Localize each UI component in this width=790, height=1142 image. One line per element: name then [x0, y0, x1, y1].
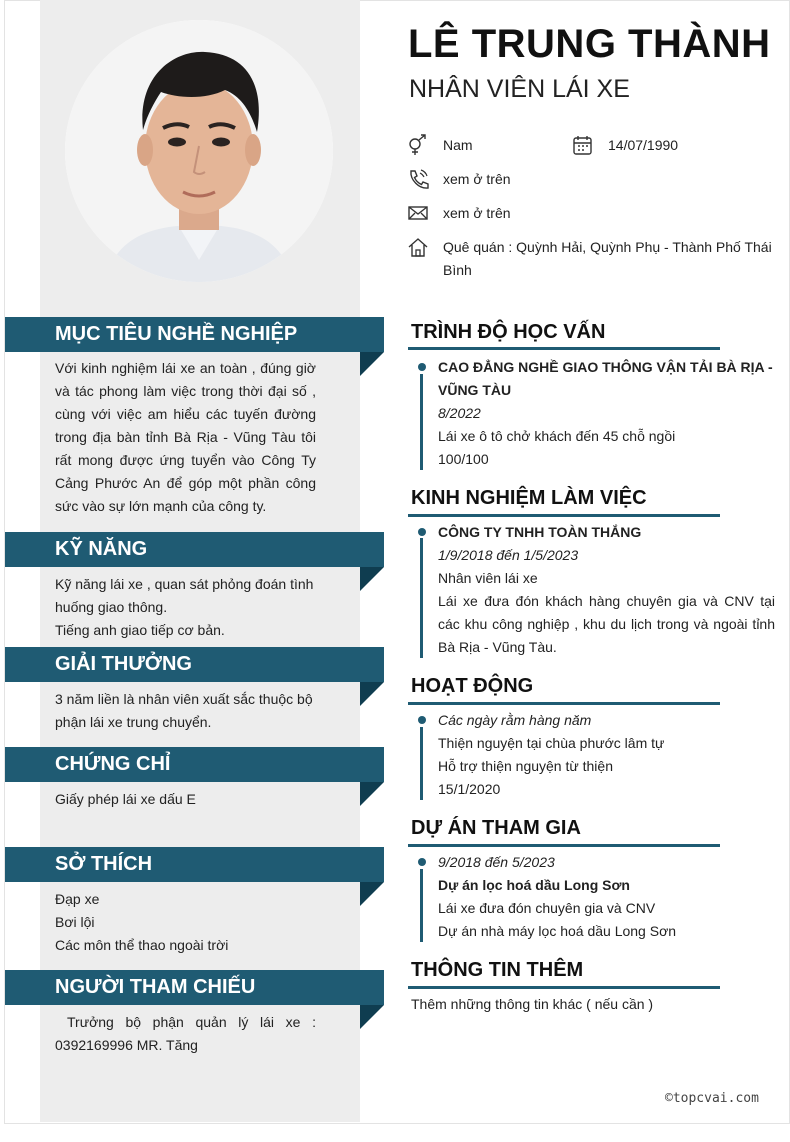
- ribbon-fold: [360, 882, 384, 906]
- work-position: Nhân viên lái xe: [438, 570, 538, 586]
- job-title: NHÂN VIÊN LÁI XE: [409, 75, 630, 103]
- objective-heading: MỤC TIÊU NGHỀ NGHIỆP: [5, 317, 384, 352]
- mail-icon: [407, 202, 429, 224]
- references-text: Trưởng bộ phận quản lý lái xe : 0392169996 MR. Tăng: [55, 1014, 316, 1053]
- skills-heading: KỸ NĂNG: [5, 532, 384, 567]
- skills-line-1: Kỹ năng lái xe , quan sát phỏng đoán tình huống giao thông.: [55, 576, 314, 615]
- activity-item: 15/1/2020: [438, 781, 501, 797]
- timeline-dot: [418, 528, 426, 536]
- work-period: 1/9/2018 đến 1/5/2023: [438, 547, 579, 563]
- activities-heading: HOẠT ĐỘNG: [411, 675, 534, 697]
- timeline-dot: [418, 363, 426, 371]
- ribbon-fold: [360, 352, 384, 376]
- project-period: 9/2018 đến 5/2023: [438, 854, 555, 870]
- hobby-item: Bơi lội: [55, 914, 95, 930]
- work-description: Lái xe đưa đón khách hàng chuyên gia và CNV tại các khu công nghiệp , khu du lịch trong và ngoài tỉnh Bà Rịa - Vũng Tàu.: [438, 593, 775, 655]
- phone-value: xem ở trên: [443, 171, 511, 187]
- project-item: Dự án nhà máy lọc hoá dầu Long Sơn: [438, 923, 677, 939]
- school-name: CAO ĐẲNG NGHỀ GIAO THÔNG VẬN TẢI BÀ RỊA -: [438, 359, 773, 375]
- gender-icon: [407, 134, 429, 156]
- education-score: 100/100: [438, 451, 489, 467]
- email-value: xem ở trên: [443, 205, 511, 221]
- timeline-bar: [420, 374, 423, 470]
- ribbon-fold: [360, 682, 384, 706]
- birthdate-value: 14/07/1990: [608, 137, 679, 153]
- ribbon-fold: [360, 1005, 384, 1029]
- awards-heading: GIẢI THƯỞNG: [5, 647, 384, 682]
- section-rule: [408, 347, 720, 350]
- gender-value: Nam: [443, 137, 473, 153]
- phone-icon: [407, 168, 429, 190]
- calendar-icon: [572, 134, 594, 156]
- certificates-text: Giấy phép lái xe dấu E: [55, 791, 196, 807]
- projects-heading: DỰ ÁN THAM GIA: [411, 817, 581, 839]
- hometown-line1: Quê quán : Quỳnh Hải, Quỳnh Phụ - Thành Phố Thái: [443, 239, 772, 255]
- activity-item: Hỗ trợ thiện nguyện từ thiện: [438, 758, 613, 774]
- objective-text: Với kinh nghiệm lái xe an toàn , đúng giờ và tác phong làm việc trong thời đại số , cùng với việc am hiểu các tuyến đường trong địa bàn tỉnh Bà Rịa - Vũng Tàu tôi rất mong được ứng tuyển vào Công Ty Cảng Phước An để góp một phần công sức vào sự lớn mạnh của công ty.: [55, 360, 316, 514]
- certificates-heading: CHỨNG CHỈ: [5, 747, 384, 782]
- experience-heading: KINH NGHIỆM LÀM VIỆC: [411, 487, 647, 509]
- timeline-dot: [418, 858, 426, 866]
- school-name-cont: VŨNG TÀU: [438, 382, 512, 398]
- portrait-photo: [65, 20, 333, 282]
- avatar: [65, 20, 333, 282]
- watermark: ©topcvai.com: [665, 1091, 759, 1106]
- education-heading: TRÌNH ĐỘ HỌC VẤN: [411, 321, 606, 343]
- awards-text: 3 năm liền là nhân viên xuất sắc thuộc bộ phận lái xe trung chuyển.: [55, 691, 313, 730]
- section-rule: [408, 844, 720, 847]
- ribbon-fold: [360, 567, 384, 591]
- section-rule: [408, 514, 720, 517]
- more-info-heading: THÔNG TIN THÊM: [411, 959, 584, 981]
- education-major: Lái xe ô tô chở khách đến 45 chỗ ngồi: [438, 428, 676, 444]
- company-name: CÔNG TY TNHH TOÀN THẮNG: [438, 524, 642, 540]
- section-rule: [408, 986, 720, 989]
- skills-line-2: Tiếng anh giao tiếp cơ bản.: [55, 622, 225, 638]
- ribbon-fold: [360, 782, 384, 806]
- hometown-line2: Bình: [443, 262, 472, 278]
- timeline-bar: [420, 538, 423, 658]
- project-name: Dự án lọc hoá dầu Long Sơn: [438, 877, 630, 893]
- education-date: 8/2022: [438, 405, 481, 421]
- timeline-bar: [420, 869, 423, 942]
- timeline-dot: [418, 716, 426, 724]
- references-heading: NGƯỜI THAM CHIẾU: [5, 970, 384, 1005]
- more-info-text: Thêm những thông tin khác ( nếu cần ): [411, 996, 654, 1012]
- activity-period: Các ngày rằm hàng năm: [438, 712, 592, 728]
- project-item: Lái xe đưa đón chuyên gia và CNV: [438, 900, 656, 916]
- hobbies-heading: SỞ THÍCH: [5, 847, 384, 882]
- activity-item: Thiện nguyện tại chùa phước lâm tự: [438, 735, 665, 751]
- home-icon: [407, 236, 429, 258]
- hobby-item: Các môn thể thao ngoài trời: [55, 937, 229, 953]
- timeline-bar: [420, 727, 423, 800]
- full-name: LÊ TRUNG THÀNH: [408, 22, 771, 66]
- section-rule: [408, 702, 720, 705]
- hobby-item: Đạp xe: [55, 891, 100, 907]
